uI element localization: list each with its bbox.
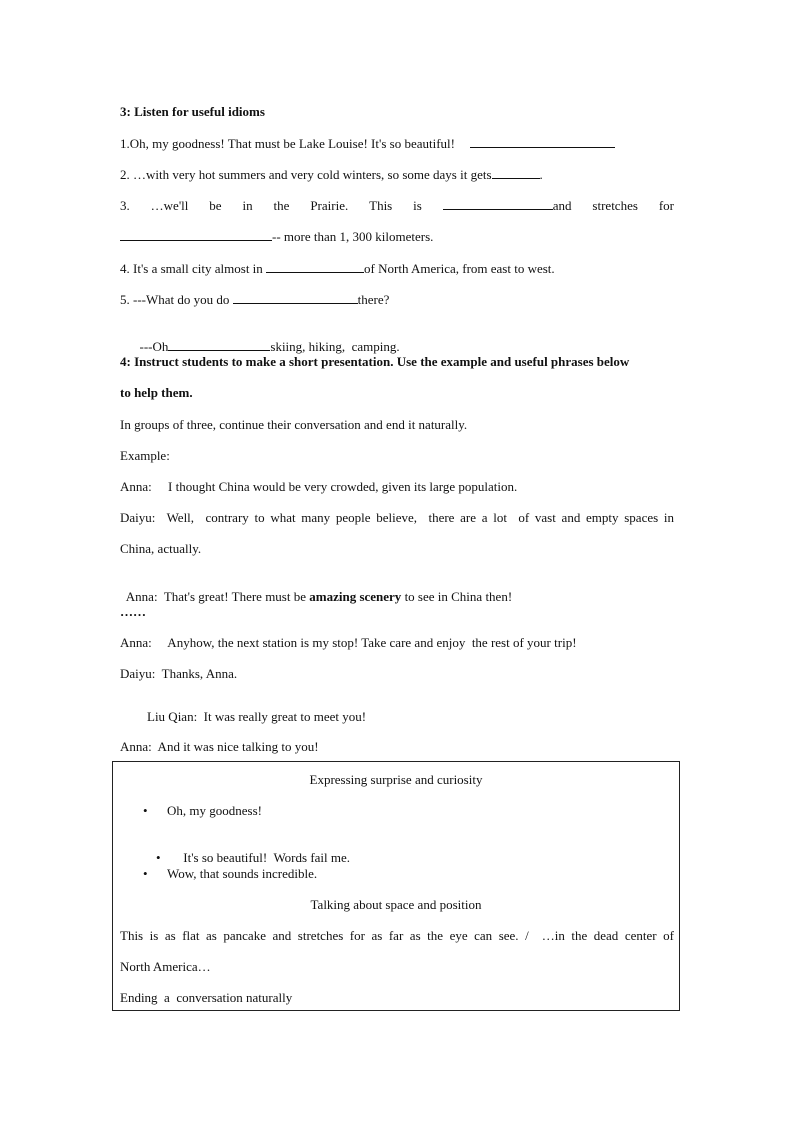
instruction-text: In groups of three, continue their conversation and end it naturally. <box>120 417 468 432</box>
idiom-item-3-cont <box>120 229 433 245</box>
section-4-heading: 4: Instruct students to make a short presentation. Use the example and useful phrases below <box>120 354 630 369</box>
phrase-word: / <box>525 928 529 943</box>
word: …we'll <box>150 198 189 213</box>
phrase-text: Oh, my goodness! <box>167 803 262 818</box>
word: for <box>658 198 674 213</box>
word: and <box>552 198 572 213</box>
word: in <box>242 198 253 213</box>
idiom-item-5-text: 5. ---What do you do <box>120 292 233 307</box>
phrase-word: can <box>474 928 493 943</box>
idiom-item-3-after: -- more than 1, 300 kilometers. <box>272 229 434 244</box>
phrase-word: see. <box>498 928 519 943</box>
ellipsis: …… <box>120 604 146 619</box>
phrase-word: stretches <box>297 928 344 943</box>
highlighted-phrase: amazing scenery <box>309 589 402 604</box>
word: be <box>209 198 222 213</box>
space-phrase-line <box>120 928 674 944</box>
section-3-heading: 3: Listen for useful idioms <box>120 104 265 119</box>
phrase-word: of <box>663 928 674 943</box>
phrase-word: far <box>388 928 404 943</box>
dialogue-line: Anna: Anyhow, the next station is my stop! Take care and enjoy the rest of your trip! <box>120 635 577 650</box>
answer-blank-5b[interactable] <box>168 339 270 351</box>
word: stretches <box>592 198 638 213</box>
dialogue-text: Anna: That's great! There must be <box>125 589 310 604</box>
phrase-word: and <box>272 928 292 943</box>
dialogue-line <box>120 573 512 605</box>
idiom-item-1 <box>120 136 615 152</box>
word: is <box>413 198 422 213</box>
idiom-item-3 <box>120 198 674 214</box>
space-phrase-line-cont: North America… <box>120 959 211 974</box>
phrase-word: for <box>349 928 365 943</box>
phrase-word: This <box>120 928 144 943</box>
useful-phrases-box <box>112 761 680 1011</box>
phrase-word: the <box>571 928 588 943</box>
dialogue-line: Anna: And it was nice talking to you! <box>120 739 319 754</box>
idiom-item-5-reply-text: ---Oh <box>126 339 169 354</box>
phrase-word: as <box>371 928 383 943</box>
bullet-icon: • <box>156 850 161 865</box>
idiom-item-3-blank-group <box>443 198 572 214</box>
dialogue-line: Daiyu: Thanks, Anna. <box>120 666 238 681</box>
phrase-word: flat <box>182 928 200 943</box>
answer-blank-2[interactable] <box>492 167 540 179</box>
idiom-item-4-text: 4. It's a small city almost in <box>120 261 267 276</box>
answer-blank-4[interactable] <box>266 261 364 273</box>
idiom-item-2 <box>120 167 543 183</box>
idiom-item-5-after: there? <box>357 292 390 307</box>
bullet-icon: • <box>143 803 148 818</box>
idiom-item-5 <box>120 292 389 308</box>
idiom-item-2-text: 2. …with very hot summers and very cold winters, so some days it gets <box>120 167 492 182</box>
example-label: Example: <box>120 448 170 463</box>
idiom-item-5-reply <box>120 323 400 355</box>
phrase-text: It's so beautiful! Words fail me. <box>180 850 351 865</box>
phrase-word: as <box>409 928 421 943</box>
idiom-item-1-text: 1.Oh, my goodness! That must be Lake Louise! It's so beautiful! <box>120 136 455 151</box>
phrase-word: dead <box>593 928 619 943</box>
phrase-word: …in <box>535 928 565 943</box>
word: 3. <box>120 198 130 213</box>
answer-blank-3a[interactable] <box>443 198 553 210</box>
phrase-bullet <box>143 803 262 819</box>
idiom-item-5-reply-after: skiing, hiking, camping. <box>270 339 400 354</box>
phrase-word: is <box>149 928 159 943</box>
dialogue-line: Daiyu: Well, contrary to what many people believe, there are a lot of vast and empty spaces in <box>120 510 674 525</box>
phrase-word: as <box>164 928 176 943</box>
idiom-item-4 <box>120 261 555 277</box>
phrase-word: the <box>427 928 444 943</box>
phrase-word: center <box>624 928 657 943</box>
phrase-word: eye <box>449 928 468 943</box>
box-title-ending: Ending a conversation naturally <box>120 990 293 1005</box>
phrase-word: as <box>206 928 217 943</box>
dialogue-line: China, actually. <box>120 541 202 556</box>
phrase-word: pancake <box>223 928 266 943</box>
answer-blank-1[interactable] <box>470 136 615 148</box>
section-4-heading-cont: to help them. <box>120 385 193 400</box>
box-title-surprise: Expressing surprise and curiosity <box>309 772 483 787</box>
dialogue-line: Anna: I thought China would be very crowded, given its large population. <box>120 479 518 494</box>
word: the <box>273 198 290 213</box>
word: Prairie. <box>310 198 349 213</box>
answer-blank-5a[interactable] <box>233 292 358 304</box>
idiom-item-2-after: . <box>539 167 543 182</box>
answer-blank-3b[interactable] <box>120 229 272 241</box>
phrase-bullet <box>143 866 317 882</box>
box-title-space: Talking about space and position <box>310 897 482 912</box>
dialogue-line: Liu Qian: It was really great to meet you! <box>147 709 367 724</box>
phrase-text: Wow, that sounds incredible. <box>167 866 318 881</box>
bullet-icon: • <box>143 866 148 881</box>
word: This <box>369 198 393 213</box>
idiom-item-4-after: of North America, from east to west. <box>364 261 555 276</box>
dialogue-text: to see in China then! <box>401 589 513 604</box>
